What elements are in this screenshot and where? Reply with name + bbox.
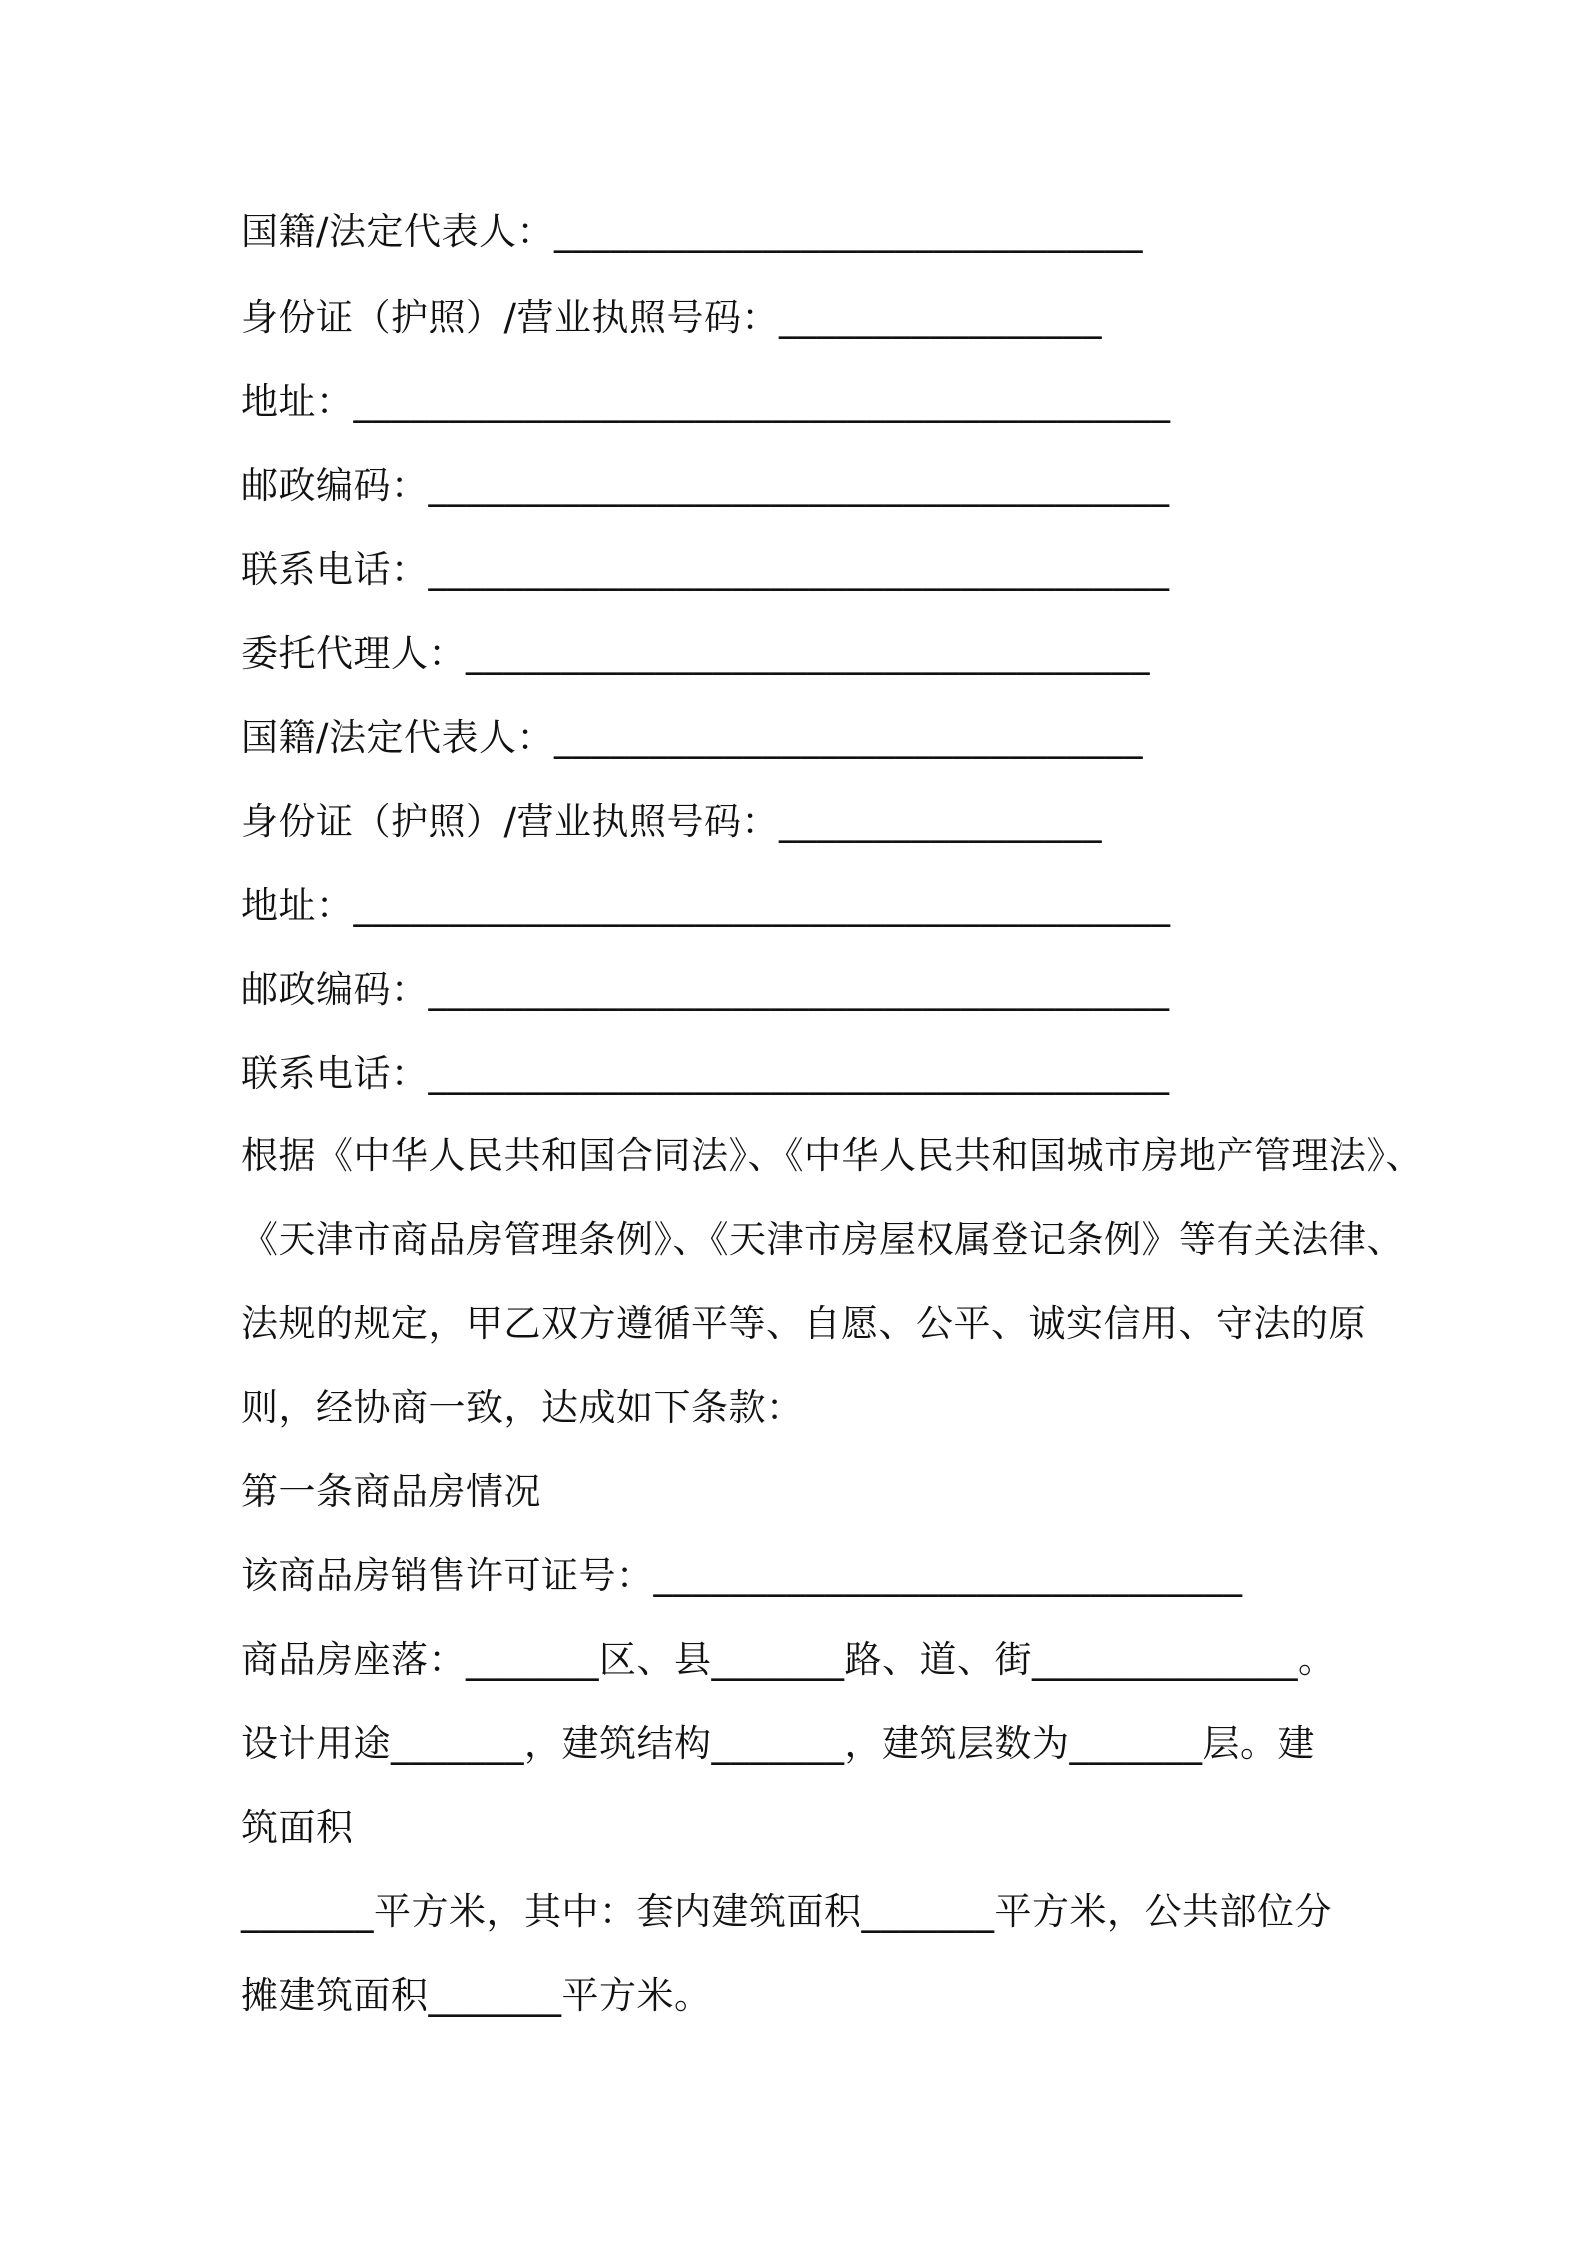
paragraph-line: 则，经协商一致，达成如下条款： (241, 1386, 804, 1429)
phone-line-1: 联系电话：_______________________________________ (241, 548, 1170, 591)
area-line: _______平方米，其中：套内建筑面积_______平方米，公共部位分 (241, 1890, 1332, 1933)
id-license-number-line-2: 身份证（护照）/营业执照号码：_________________ (241, 800, 1102, 843)
paragraph-line: 法规的规定，甲乙双方遵循平等、自愿、公平、诚实信用、守法的原 (241, 1302, 1366, 1345)
postal-code-line-1: 邮政编码：_______________________________________ (241, 464, 1170, 507)
address-line-1: 地址：___________________________________________ (241, 380, 1171, 423)
paragraph-line: 根据《中华人民共和国合同法》、《中华人民共和国城市房地产管理法》、 (241, 1134, 1423, 1177)
nationality-legal-rep-line-1: 国籍/法定代表人：_______________________________ (241, 210, 1143, 253)
paragraph-line: 《天津市商品房管理条例》、《天津市房屋权属登记条例》等有关法律、 (241, 1218, 1404, 1261)
design-use-line: 设计用途_______，建筑结构_______，建筑层数为_______层。建 (241, 1722, 1315, 1765)
section-heading: 第一条商品房情况 (241, 1470, 541, 1513)
nationality-legal-rep-line-2: 国籍/法定代表人：_______________________________ (241, 716, 1143, 759)
sales-permit-line: 该商品房销售许可证号：_______________________________ (241, 1554, 1243, 1597)
id-license-number-line-1: 身份证（护照）/营业执照号码：_________________ (241, 296, 1102, 339)
address-line-2: 地址：___________________________________________ (241, 884, 1171, 927)
agent-line: 委托代理人：____________________________________ (241, 632, 1150, 675)
location-line: 商品房座落：_______区、县_______路、道、街______________。 (241, 1638, 1336, 1681)
design-use-line-cont: 筑面积 (241, 1806, 354, 1849)
postal-code-line-2: 邮政编码：_______________________________________ (241, 968, 1170, 1011)
phone-line-2: 联系电话：_______________________________________ (241, 1052, 1170, 1095)
area-line-cont: 摊建筑面积_______平方米。 (241, 1974, 712, 2017)
